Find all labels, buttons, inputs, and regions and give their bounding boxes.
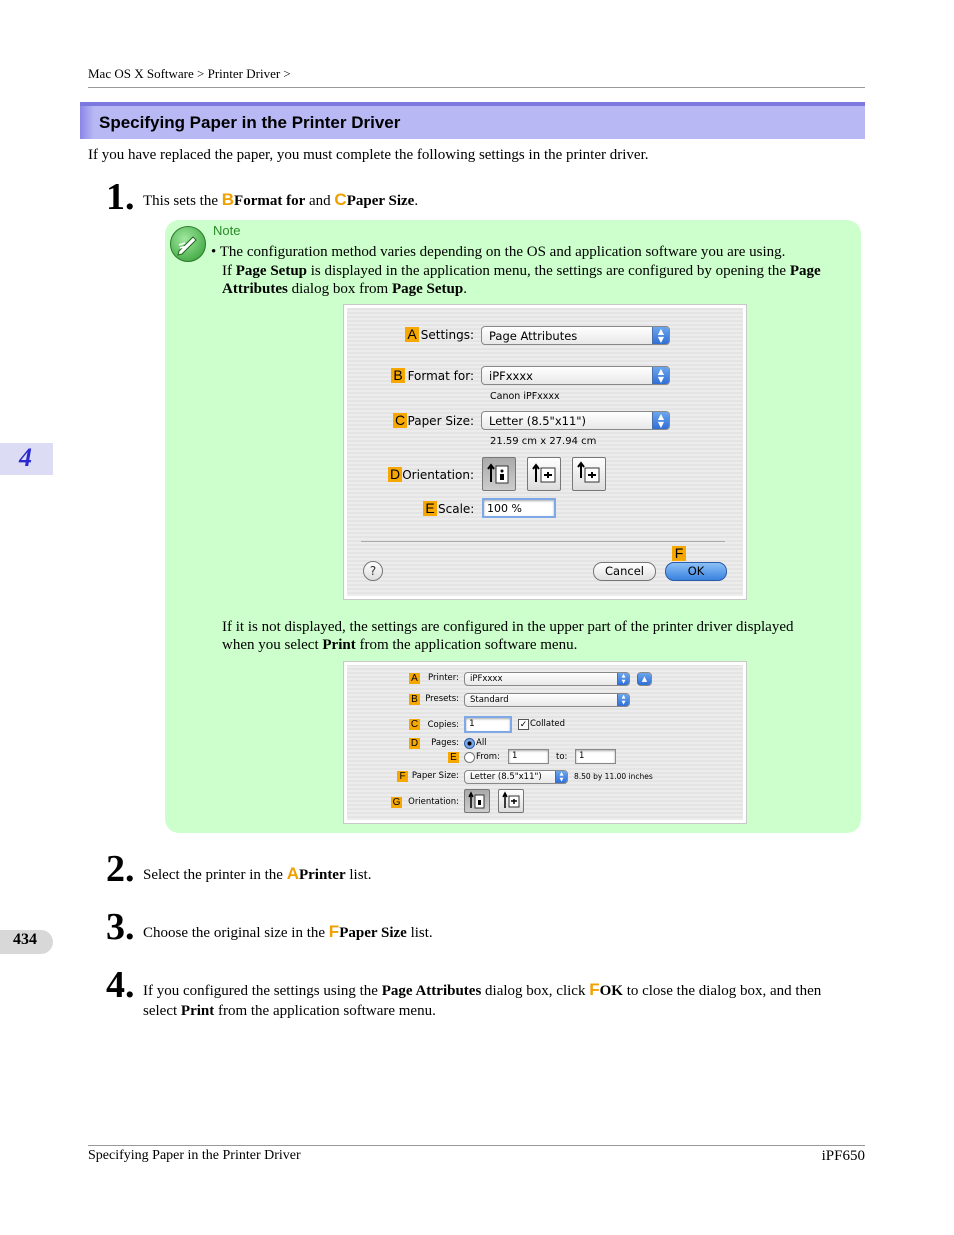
note-page-setup: Page Setup xyxy=(235,262,307,279)
step-4-print: Print xyxy=(180,1003,215,1019)
to-label: to: xyxy=(556,752,568,762)
popup-arrows-icon: ▲ ▼ xyxy=(652,327,669,344)
paper-size-dimensions: 8.50 by 11.00 inches xyxy=(574,772,653,781)
footer-title: Specifying Paper in the Printer Driver xyxy=(88,1148,301,1163)
pages-label: Pages: xyxy=(431,738,459,748)
paper-size-popup[interactable] xyxy=(481,411,670,430)
note-page: Page xyxy=(789,262,821,279)
portrait-orientation-button[interactable] xyxy=(464,789,490,813)
note-print: Print xyxy=(322,637,356,653)
step-2-label-a: A xyxy=(286,864,299,883)
step-2-printer: Printer xyxy=(298,867,346,883)
step-4-ok: OK xyxy=(599,983,623,999)
presets-label: Presets: xyxy=(425,694,459,704)
step-3-pre: Choose the original size in the xyxy=(143,925,326,941)
step-2-pre: Select the printer in the xyxy=(143,867,283,883)
intro-paragraph: If you have replaced the paper, you must complete the following settings in the printer driver. xyxy=(88,147,649,163)
from-field[interactable] xyxy=(508,749,549,764)
popup-arrows-icon: ▲ ▼ xyxy=(617,694,629,706)
section-title: Specifying Paper in the Printer Driver xyxy=(99,113,401,132)
note-p2-line-1: If it is not displayed, the settings are configured in the upper part of the printer driver displayed xyxy=(222,619,794,635)
ok-button[interactable]: OK xyxy=(665,562,727,581)
step-2-post: list. xyxy=(349,867,372,883)
cancel-button[interactable]: Cancel xyxy=(593,562,656,581)
copies-field[interactable] xyxy=(464,716,512,733)
presets-popup[interactable] xyxy=(464,693,630,707)
step-1-format-for: Format for xyxy=(234,193,306,209)
step-1-paper-size: Paper Size xyxy=(346,193,415,209)
breadcrumb: Mac OS X Software > Printer Driver > xyxy=(88,66,291,81)
dialog-separator xyxy=(361,541,725,542)
portrait-icon xyxy=(465,790,489,812)
step-1-mid: and xyxy=(309,193,331,209)
step-3-label-f: F xyxy=(328,922,340,941)
copies-label: Copies: xyxy=(427,720,459,730)
portrait-icon xyxy=(483,458,515,490)
landscape-orientation-button[interactable] xyxy=(527,457,561,491)
note-p2-a: when you select xyxy=(222,637,319,653)
section-header-bar xyxy=(80,102,865,139)
tag-a: A xyxy=(405,327,419,342)
pages-all-radio[interactable] xyxy=(464,738,475,749)
presets-value: Standard xyxy=(470,695,509,705)
chapter-tab-number: 4 xyxy=(19,443,32,472)
step-1-number: 1. xyxy=(106,176,135,218)
popup-arrows-icon: ▲ ▼ xyxy=(652,412,669,429)
step-4-line2-pre: select xyxy=(143,1003,178,1019)
step-3-text xyxy=(143,922,433,943)
step-1-pre: This sets the xyxy=(143,193,218,209)
settings-popup[interactable] xyxy=(481,326,670,345)
landscape-orientation-button[interactable] xyxy=(498,789,524,813)
step-3-number: 3. xyxy=(106,906,135,948)
step-1-label-c: C xyxy=(334,190,347,209)
portrait-orientation-button[interactable] xyxy=(482,457,516,491)
popup-arrows-icon: ▲ ▼ xyxy=(617,673,629,685)
pages-from-radio[interactable] xyxy=(464,752,475,763)
settings-label: Settings: xyxy=(420,328,474,342)
step-2-text xyxy=(143,864,371,885)
step-1-text xyxy=(143,190,418,211)
note-dialog-from: dialog box from xyxy=(291,281,389,297)
from-value: 1 xyxy=(512,751,518,761)
step-4-mid: dialog box, click xyxy=(485,983,586,999)
header-rule xyxy=(88,87,865,88)
settings-value: Page Attributes xyxy=(489,329,578,343)
paper-size-value: Letter (8.5"x11") xyxy=(470,772,542,782)
reverse-landscape-icon xyxy=(573,458,605,490)
footer-model: iPF650 xyxy=(821,1148,865,1164)
tag-c: C xyxy=(410,719,419,730)
orientation-label: Orientation: xyxy=(402,468,474,482)
copies-value: 1 xyxy=(469,719,475,729)
note-page-setup-2: Page Setup xyxy=(391,281,464,297)
format-for-label: Format for: xyxy=(407,369,474,383)
step-4-line2-post: from the application software menu. xyxy=(217,1003,436,1019)
note-line-1: The configuration method varies depending on the OS and application software you are using. xyxy=(219,244,786,260)
step-4-number: 4. xyxy=(106,964,135,1006)
scale-value: 100 % xyxy=(487,502,522,515)
print-dialog xyxy=(343,661,747,824)
disclosure-triangle-icon: ▲ xyxy=(637,673,651,685)
step-3-paper-size: Paper Size xyxy=(339,925,407,941)
printer-disclosure-button[interactable] xyxy=(637,672,652,686)
step-4-pre: If you configured the settings using the xyxy=(143,983,378,999)
note-paragraph-2 xyxy=(222,618,852,654)
note-paragraph-1 xyxy=(211,243,851,299)
landscape-icon xyxy=(499,790,523,812)
format-for-value: iPFxxxx xyxy=(489,369,533,383)
step-4-text xyxy=(143,980,863,1021)
page-number: 434 xyxy=(13,931,37,948)
note-text-if: If xyxy=(222,262,232,279)
to-field[interactable] xyxy=(575,749,616,764)
tag-d: D xyxy=(389,466,401,482)
pages-all-label: All xyxy=(476,738,487,748)
paper-size-dimensions: 21.59 cm x 27.94 cm xyxy=(490,436,597,447)
step-1-post: . xyxy=(414,193,419,209)
collated-checkbox[interactable]: ✓ xyxy=(519,719,528,729)
page-number-tab xyxy=(0,930,53,954)
note-bullet: • xyxy=(211,244,217,260)
scale-field[interactable] xyxy=(482,498,556,518)
printer-popup[interactable] xyxy=(464,672,630,686)
printer-label: Printer: xyxy=(428,673,459,683)
popup-arrows-icon: ▲ ▼ xyxy=(652,367,669,384)
step-1-label-b: B xyxy=(221,190,235,209)
chapter-tab[interactable] xyxy=(0,443,53,475)
footer-rule xyxy=(88,1145,865,1146)
tag-b: B xyxy=(391,368,405,383)
scale-label: Scale: xyxy=(438,502,475,516)
note-period: . xyxy=(463,281,467,297)
paper-size-popup[interactable] xyxy=(464,770,568,784)
paper-size-label: Paper Size: xyxy=(407,414,474,428)
note-title: Note xyxy=(213,223,241,238)
step-4-page-attributes: Page Attributes xyxy=(381,983,482,999)
tag-f: F xyxy=(672,546,686,561)
orientation-label: Orientation: xyxy=(408,797,459,807)
popup-arrows-icon: ▲ ▼ xyxy=(555,771,567,783)
page-attributes-dialog xyxy=(343,304,747,600)
printer-value: iPFxxxx xyxy=(470,674,503,684)
tag-e: E xyxy=(423,501,437,516)
tag-e: E xyxy=(448,752,459,763)
note-attributes: Attributes xyxy=(222,281,288,297)
note-line-2: is displayed in the application menu, the settings are configured by opening the xyxy=(310,262,787,279)
paper-size-value: Letter (8.5"x11") xyxy=(489,414,587,428)
tag-b: B xyxy=(409,694,420,705)
tag-d: D xyxy=(410,738,419,749)
to-value: 1 xyxy=(579,751,585,761)
reverse-landscape-orientation-button[interactable] xyxy=(572,457,606,491)
tag-f: F xyxy=(397,771,408,782)
step-3-post: list. xyxy=(410,925,433,941)
tag-g: G xyxy=(392,797,401,808)
paper-size-label: Paper Size: xyxy=(411,771,459,781)
from-label: From: xyxy=(476,752,500,762)
tag-c: C xyxy=(394,412,406,428)
format-for-sub: Canon iPFxxxx xyxy=(490,391,560,402)
step-2-number: 2. xyxy=(106,848,135,890)
note-p2-c: from the application software menu. xyxy=(359,637,578,653)
collated-label: Collated xyxy=(530,719,566,729)
tag-a: A xyxy=(409,673,420,684)
step-4-post1: to close the dialog box, and then xyxy=(626,983,822,999)
landscape-icon xyxy=(528,458,560,490)
step-4-label-f: F xyxy=(589,980,600,999)
help-button[interactable]: ? xyxy=(363,561,383,581)
note-pencil-icon xyxy=(170,226,206,262)
format-for-popup[interactable] xyxy=(481,366,670,385)
